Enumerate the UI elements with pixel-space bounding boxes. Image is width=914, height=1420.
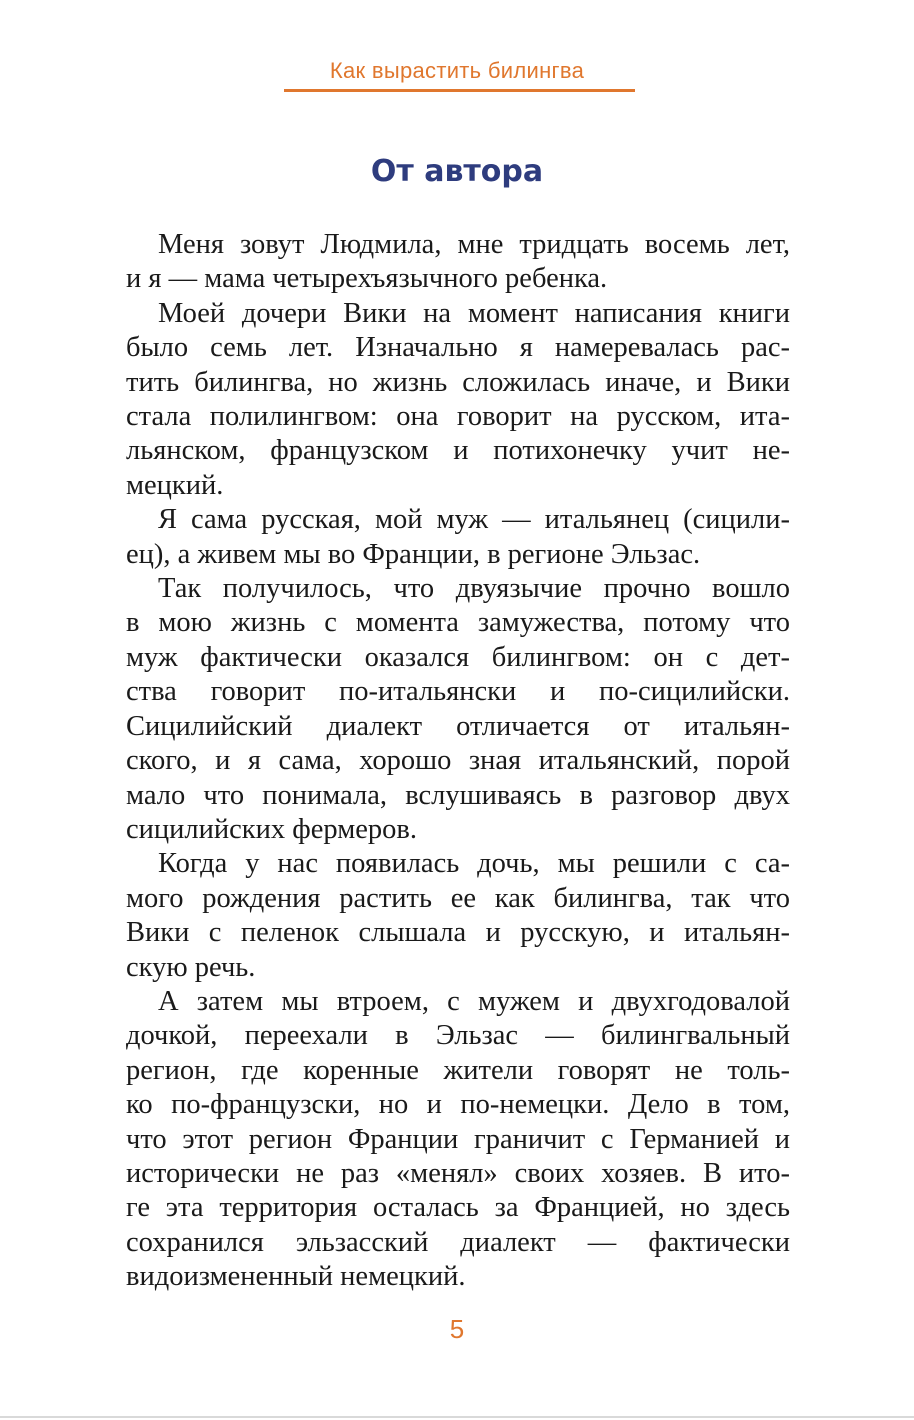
text-line: ского, и я сама, хорошо зная итальянский, порой <box>126 745 790 777</box>
text-line: Вики с пеленок слышала и русскую, и итальян- <box>126 917 790 949</box>
paragraph <box>126 297 790 503</box>
text-line: в мою жизнь с момента замужества, потому что <box>126 607 790 639</box>
text-line: ец), а живем мы во Франции, в регионе Эльзас. <box>126 538 701 570</box>
text-line: было семь лет. Изначально я намеревалась рас- <box>126 332 790 364</box>
header-rule <box>284 89 635 92</box>
text-line: муж фактически оказался билингвом: он с дет- <box>126 641 790 673</box>
running-header: Как вырастить билингва <box>329 58 585 83</box>
text-line: Я сама русская, мой муж — итальянец (сицили- <box>158 504 790 536</box>
paragraph <box>126 572 790 847</box>
text-line: Моей дочери Вики на момент написания книги <box>158 297 790 329</box>
text-line: сохранился эльзасский диалект — фактически <box>126 1226 790 1258</box>
text-line: мало что понимала, вслушиваясь в разговор двух <box>126 779 790 811</box>
text-line: Так получилось, что двуязычие прочно вошло <box>158 573 790 605</box>
text-line: регион, где коренные жители говорят не толь- <box>126 1054 790 1086</box>
text-line: ства говорит по-итальянски и по-сицилийски. <box>126 676 790 708</box>
text-line: ко по-французски, но и по-немецки. Дело в том, <box>126 1089 790 1121</box>
text-line: Сицилийский диалект отличается от итальян- <box>126 710 790 742</box>
text-line: скую речь. <box>126 951 256 983</box>
page-number: 5 <box>449 1314 465 1344</box>
text-line: А затем мы втроем, с мужем и двухгодовалой <box>158 985 790 1017</box>
page-bottom-edge <box>0 1416 914 1418</box>
chapter-title: От автора <box>370 154 544 189</box>
text-line: дочкой, переехали в Эльзас — билингвальный <box>126 1020 790 1052</box>
text-line: Меня зовут Людмила, мне тридцать восемь лет, <box>158 229 790 260</box>
paragraph <box>126 985 790 1295</box>
text-line: тить билингва, но жизнь сложилась иначе, и Вики <box>126 366 790 398</box>
text-line: что этот регион Франции граничит с Германией и <box>126 1123 790 1155</box>
text-line: исторически не раз «менял» своих хозяев. В ито- <box>126 1157 790 1189</box>
paragraph <box>126 503 790 572</box>
body-text <box>126 228 790 1295</box>
text-line: видоизмененный немецкий. <box>126 1261 466 1293</box>
text-line: стала полилингвом: она говорит на русском, ита- <box>126 401 790 433</box>
paragraph <box>126 847 790 985</box>
text-line: льянском, французском и потихонечку учит не- <box>126 435 790 467</box>
text-line: и я — мама четырехъязычного ребенка. <box>126 263 608 295</box>
text-line: Когда у нас появилась дочь, мы решили с са- <box>158 848 790 880</box>
text-line: ге эта территория осталась за Францией, но здесь <box>126 1192 790 1224</box>
text-line: мецкий. <box>126 469 224 501</box>
paragraph <box>126 228 790 297</box>
text-line: сицилийских фермеров. <box>126 813 417 845</box>
text-line: мого рождения растить ее как билингва, так что <box>126 882 790 914</box>
